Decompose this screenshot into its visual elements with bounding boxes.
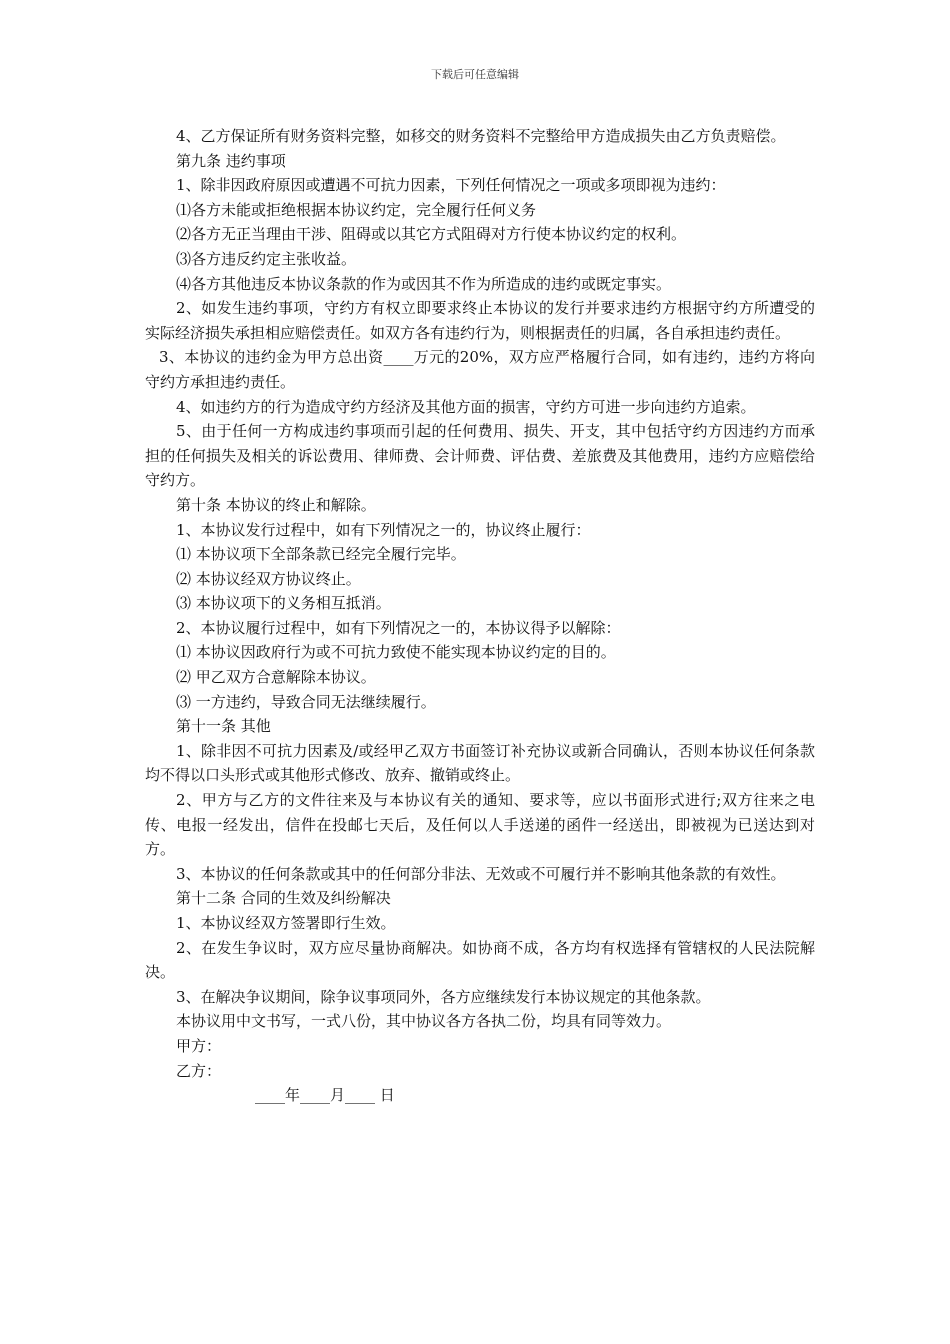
list-item-9-1-1: ⑴各方未能或拒绝根据本协议约定，完全履行任何义务 [176, 200, 537, 219]
paragraph-11-1: 1、除非因不可抗力因素及/或经甲乙双方书面签订补充协议或新合同确认，否则本协议任何条款均不得以口头形式或其他形式修改、放弃、撤销或终止。 [145, 741, 815, 785]
paragraph-12-3: 3、在解决争议期间，除争议事项同外，各方应继续发行本协议规定的其他条款。 [176, 987, 711, 1006]
paragraph-11-2: 2、甲方与乙方的文件往来及与本协议有关的通知、要求等，应以书面形式进行;双方往来之电传、电报一经发出，信件在投邮七天后，及任何以人手送递的函件一经送出，即被视为已送达到对方。 [145, 791, 815, 859]
signature-party-b: 乙方： [176, 1061, 222, 1080]
paragraph-10-2: 2、本协议履行过程中，如有下列情况之一的，本协议得予以解除： [176, 618, 621, 637]
paragraph-copies: 本协议用中文书写，一式八份，其中协议各方各执二份，均具有同等效力。 [176, 1012, 672, 1031]
paragraph-12-1: 1、本协议经双方签署即行生效。 [176, 914, 396, 932]
signature-party-a: 甲方： [176, 1036, 222, 1055]
paragraph-9-1: 1、除非因政府原因或遭遇不可抗力因素，下列任何情况之一项或多项即视为违约： [176, 176, 726, 195]
paragraph-12-2: 2、在发生争议时，双方应尽量协商解决。如协商不成，各方均有权选择有管辖权的人民法院解决。 [145, 938, 815, 982]
list-item-9-1-4: ⑷各方其他违反本协议条款的作为或因其不作为所造成的违约或既定事实。 [176, 274, 672, 293]
list-item-10-2-2: ⑵ 甲乙双方合意解除本协议。 [176, 668, 376, 687]
paragraph-finance-guarantee: 4、乙方保证所有财务资料完整，如移交的财务资料不完整给甲方造成损失由乙方负责赔偿。 [176, 127, 786, 145]
paragraph-9-4: 4、如违约方的行为造成守约方经济及其他方面的损害，守约方可进一步向违约方追索。 [176, 397, 756, 416]
article-11-heading: 第十一条 其他 [176, 717, 271, 736]
page-header: 下载后可任意编辑 [431, 68, 519, 81]
paragraph-11-3: 3、本协议的任何条款或其中的任何部分非法、无效或不可履行并不影响其他条款的有效性。 [176, 864, 786, 883]
article-12-heading: 第十二条 合同的生效及纠纷解决 [176, 889, 391, 908]
signature-date: ____年____月____ 日 [255, 1086, 395, 1105]
list-item-10-1-3: ⑶ 本协议项下的义务相互抵消。 [176, 594, 391, 613]
list-item-10-1-2: ⑵ 本协议经双方协议终止。 [176, 569, 361, 588]
article-10-heading: 第十条 本协议的终止和解除。 [176, 495, 376, 514]
list-item-10-2-1: ⑴ 本协议因政府行为或不可抗力致使不能实现本协议约定的目的。 [176, 643, 616, 662]
list-item-9-1-2: ⑵各方无正当理由干涉、阻碍或以其它方式阻碍对方行使本协议约定的权利。 [176, 225, 687, 244]
list-item-10-2-3: ⑶ 一方违约，导致合同无法继续履行。 [176, 692, 436, 711]
paragraph-9-5: 5、由于任何一方构成违约事项而引起的任何费用、损失、开支，其中包括守约方因违约方而承担的任何损失及相关的诉讼费用、律师费、会计师费、评估费、差旅费及其他费用，违约方应赔偿给守约方。 [145, 422, 815, 490]
paragraph-9-2: 2、如发生违约事项，守约方有权立即要求终止本协议的发行并要求违约方根据守约方所遭受的实际经济损失承担相应赔偿责任。如双方各有违约行为，则根据责任的归属，各自承担违约责任。 [145, 299, 815, 342]
article-9-heading: 第九条 违约事项 [176, 151, 286, 170]
paragraph-10-1: 1、本协议发行过程中，如有下列情况之一的，协议终止履行： [176, 520, 591, 539]
paragraph-9-3: 3、本协议的违约金为甲方总出资____万元的20%，双方应严格履行合同，如有违约，违约方将向守约方承担违约责任。 [145, 348, 815, 391]
list-item-10-1-1: ⑴ 本协议项下全部条款已经完全履行完毕。 [176, 545, 466, 564]
document-body [145, 124, 815, 1108]
list-item-9-1-3: ⑶各方违反约定主张收益。 [176, 249, 357, 268]
